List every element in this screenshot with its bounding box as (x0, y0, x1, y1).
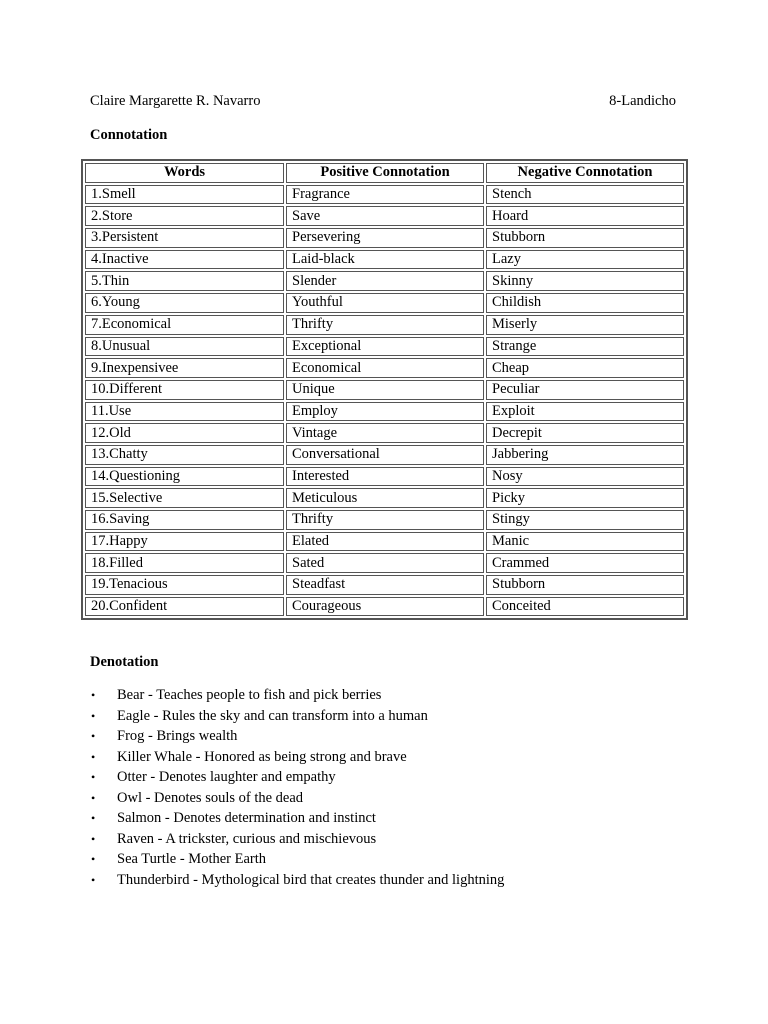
table-cell-negative: Crammed (486, 553, 684, 573)
table-cell-word: 12.Old (85, 423, 284, 443)
table-cell-word: 1.Smell (85, 185, 284, 205)
column-header-positive: Positive Connotation (286, 163, 484, 183)
table-cell-positive: Unique (286, 380, 484, 400)
table-cell-negative: Stingy (486, 510, 684, 530)
table-row (85, 337, 684, 357)
table-header-row (85, 163, 684, 183)
list-item (90, 851, 690, 872)
table-row (85, 402, 684, 422)
connotation-table-body (85, 185, 684, 617)
column-header-negative: Negative Connotation (486, 163, 684, 183)
table-cell-word: 14.Questioning (85, 467, 284, 487)
table-cell-word: 20.Confident (85, 597, 284, 617)
table-row (85, 271, 684, 291)
table-row (85, 510, 684, 530)
table-cell-negative: Stubborn (486, 228, 684, 248)
table-cell-word: 17.Happy (85, 532, 284, 552)
table-cell-word: 6.Young (85, 293, 284, 313)
list-item-text: Frog - Brings wealth (117, 728, 238, 744)
table-row (85, 532, 684, 552)
table-cell-negative: Strange (486, 337, 684, 357)
table-cell-word: 10.Different (85, 380, 284, 400)
table-cell-negative: Cheap (486, 358, 684, 378)
table-row (85, 423, 684, 443)
table-cell-word: 5.Thin (85, 271, 284, 291)
table-cell-negative: Manic (486, 532, 684, 552)
table-row (85, 597, 684, 617)
table-cell-word: 18.Filled (85, 553, 284, 573)
list-item-text: Otter - Denotes laughter and empathy (117, 769, 336, 785)
bullet-icon: • (91, 790, 96, 805)
table-row (85, 293, 684, 313)
table-cell-positive: Slender (286, 271, 484, 291)
table-cell-negative: Conceited (486, 597, 684, 617)
list-item-text: Raven - A trickster, curious and mischievous (117, 830, 377, 847)
table-cell-word: 16.Saving (85, 510, 284, 530)
table-cell-positive: Sated (286, 553, 484, 573)
class-section: 8-Landicho (609, 93, 676, 109)
table-row (85, 206, 684, 226)
bullet-icon: • (91, 770, 96, 784)
list-item-text: Killer Whale - Honored as being strong and brave (117, 748, 407, 765)
table-cell-word: 3.Persistent (85, 228, 284, 248)
table-row (85, 553, 684, 573)
table-cell-positive: Interested (286, 467, 484, 487)
list-item-text: Salmon - Denotes determination and instinct (117, 810, 376, 826)
list-item (90, 790, 690, 811)
list-item (90, 749, 690, 770)
list-item-text: Owl - Denotes souls of the dead (117, 789, 304, 806)
table-row (85, 315, 684, 335)
table-cell-negative: Peculiar (486, 380, 684, 400)
table-cell-word: 7.Economical (85, 315, 284, 335)
list-item (90, 728, 690, 749)
table-cell-negative: Childish (486, 293, 684, 313)
table-cell-positive: Save (286, 206, 484, 226)
table-row (85, 575, 684, 595)
table-row (85, 445, 684, 465)
table-cell-word: 13.Chatty (85, 445, 284, 465)
table-cell-negative: Nosy (486, 467, 684, 487)
table-cell-positive: Fragrance (286, 185, 484, 205)
student-name: Claire Margarette R. Navarro (90, 93, 261, 109)
table-cell-negative: Miserly (486, 315, 684, 335)
list-item (90, 687, 690, 708)
table-cell-positive: Courageous (286, 597, 484, 617)
list-item-text: Sea Turtle - Mother Earth (117, 851, 267, 867)
connotation-heading: Connotation (90, 127, 168, 143)
table-cell-word: 15.Selective (85, 488, 284, 508)
list-item-text: Thunderbird - Mythological bird that creates thunder and lightning (117, 871, 505, 888)
table-cell-word: 2.Store (85, 206, 284, 226)
connotation-table (81, 159, 688, 620)
table-row (85, 228, 684, 248)
table-cell-positive: Elated (286, 532, 484, 552)
table-cell-negative: Stubborn (486, 575, 684, 595)
bullet-icon: • (91, 872, 96, 887)
list-item-text: Eagle - Rules the sky and can transform into a human (117, 707, 428, 724)
table-cell-positive: Thrifty (286, 315, 484, 335)
table-cell-positive: Employ (286, 402, 484, 422)
table-cell-positive: Laid-black (286, 250, 484, 270)
bullet-icon: • (91, 688, 96, 702)
list-item (90, 831, 690, 852)
table-cell-positive: Persevering (286, 228, 484, 248)
list-item (90, 769, 690, 790)
list-item (90, 872, 690, 893)
table-cell-positive: Exceptional (286, 337, 484, 357)
table-cell-negative: Exploit (486, 402, 684, 422)
document-header (90, 93, 676, 111)
bullet-icon: • (91, 749, 96, 764)
table-cell-word: 8.Unusual (85, 337, 284, 357)
table-cell-negative: Jabbering (486, 445, 684, 465)
table-cell-word: 9.Inexpensivee (85, 358, 284, 378)
bullet-icon: • (91, 708, 96, 723)
denotation-list (90, 687, 690, 892)
list-item (90, 810, 690, 831)
table-cell-word: 11.Use (85, 402, 284, 422)
table-cell-positive: Vintage (286, 423, 484, 443)
table-cell-negative: Hoard (486, 206, 684, 226)
table-cell-negative: Stench (486, 185, 684, 205)
table-cell-positive: Meticulous (286, 488, 484, 508)
table-row (85, 380, 684, 400)
table-cell-positive: Steadfast (286, 575, 484, 595)
table-row (85, 488, 684, 508)
bullet-icon: • (91, 729, 96, 743)
list-item (90, 708, 690, 729)
bullet-icon: • (91, 831, 96, 846)
column-header-words: Words (85, 163, 284, 183)
table-cell-negative: Skinny (486, 271, 684, 291)
table-cell-positive: Economical (286, 358, 484, 378)
denotation-heading: Denotation (90, 654, 159, 670)
bullet-icon: • (91, 852, 96, 866)
table-cell-positive: Thrifty (286, 510, 484, 530)
table-row (85, 185, 684, 205)
table-row (85, 250, 684, 270)
table-cell-negative: Lazy (486, 250, 684, 270)
table-cell-word: 19.Tenacious (85, 575, 284, 595)
list-item-text: Bear - Teaches people to fish and pick berries (117, 687, 382, 703)
table-cell-positive: Conversational (286, 445, 484, 465)
table-row (85, 467, 684, 487)
table-cell-negative: Picky (486, 488, 684, 508)
table-row (85, 358, 684, 378)
table-cell-positive: Youthful (286, 293, 484, 313)
connotation-table-wrapper (81, 159, 686, 620)
bullet-icon: • (91, 811, 96, 825)
table-cell-word: 4.Inactive (85, 250, 284, 270)
table-cell-negative: Decrepit (486, 423, 684, 443)
